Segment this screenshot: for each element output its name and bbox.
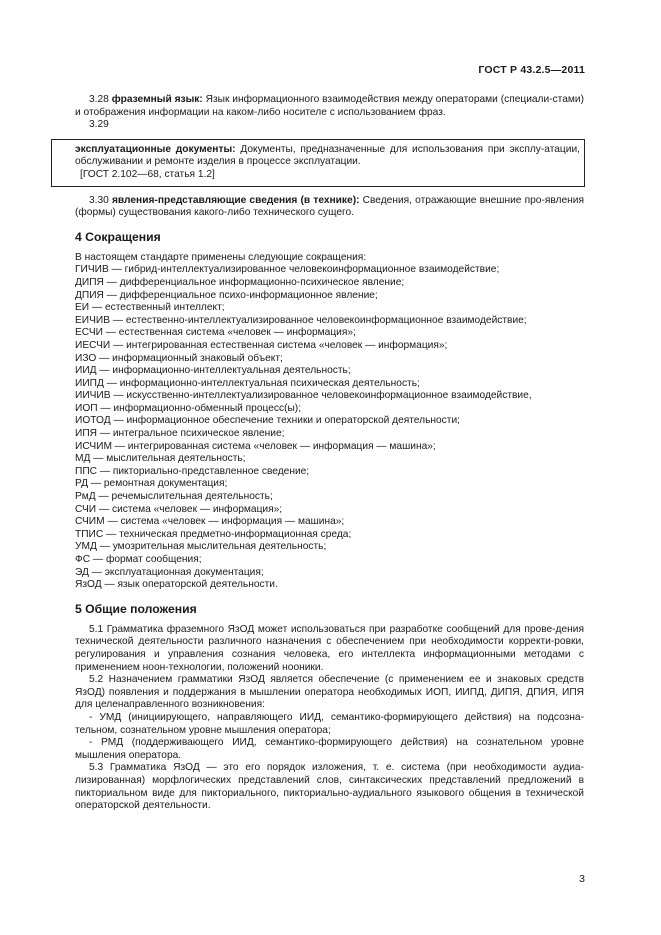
- section-4-title: 4 Сокращения: [75, 229, 161, 244]
- paragraph-5-2-item-1: - УМД (инициирующего, направляющего ИИД, семантико-формирующего действия) на подсозна-тельном, сознательном уровне мышления оператора;: [75, 711, 584, 736]
- definition-text: Сведения, отражающие внешние про-явления (формы) существования какого-либо технического сущего.: [75, 194, 584, 219]
- definition-3-30: [75, 195, 584, 220]
- abbreviation-list: [75, 252, 584, 592]
- list-item: ИИЧИВ — искусственно-интеллектуализированное человекоинформационное взаимодействие,: [75, 390, 532, 402]
- definition-source: [ГОСТ 2.102—68, статья 1.2]: [80, 168, 215, 180]
- paragraph-5-3: 5.3 Грамматика ЯзОД — это его порядок изложения, т. е. система (при необходимости аудиа-лизированная) морфлогических представлений слов, синтаксических представлений предложений в пикториальном виде для пикториального, пикториально-аудиального языкового общения в технической операторской деятельности.: [75, 762, 584, 812]
- quoted-definition-box: [51, 139, 585, 187]
- definition-number: 3.30: [89, 194, 109, 206]
- list-item: ИИПД — информационно-интеллектуальная психическая деятельность;: [75, 377, 420, 389]
- list-item: УМД — умозрительная мыслительная деятельность;: [75, 541, 327, 553]
- definition-term: эксплуатационные документы:: [75, 143, 236, 155]
- list-item: ЕСЧИ — естественная система «человек — информация»;: [75, 327, 356, 339]
- paragraph-5-2: 5.2 Назначением грамматики ЯзОД является обеспечение (с применением ее и знаковых средств ЯзОД) появления и поддержания в мышлении оператора необходимых ИОП, ИИПД, ДИПЯ, ДПИЯ, ИПЯ для целенаправленного возникновения:: [75, 674, 584, 711]
- quoted-definition: [75, 144, 580, 169]
- list-item: СЧИ — система «человек — информация»;: [75, 503, 283, 515]
- definition-number: 3.28: [89, 94, 109, 105]
- definition-text: Язык информационного взаимодействия между операторами (специали-стами) и отображения информации на каком-либо носителе с использованием фраз.: [75, 94, 584, 118]
- list-item: ЕИ — естественный интеллект;: [75, 302, 225, 314]
- list-item: ИЗО — информационный знаковый объект;: [75, 352, 283, 364]
- list-item: СЧИМ — система «человек — информация — машина»;: [75, 516, 345, 528]
- abbreviations-intro: В настоящем стандарте применены следующие сокращения:: [75, 251, 367, 263]
- standard-code: ГОСТ Р 43.2.5—2011: [478, 64, 585, 76]
- list-item: МД — мыслительная деятельность;: [75, 453, 246, 465]
- list-item: ГИЧИВ — гибрид-интеллектуализированное человекоинформационное взаимодействие;: [75, 264, 500, 276]
- paragraph-5-1: 5.1 Грамматика фраземного ЯзОД может использоваться при разработке сообщений для прове-дения технической деятельности различного назначения с обеспечением при необходимости корректи-ровки, регулирования и управления сознания человека, его интеллекта информационными методами с применением ноон-технологии, положений нооники.: [75, 623, 584, 673]
- definition-term: фраземный язык:: [111, 94, 203, 105]
- list-item: ИОП — информационно-обменный процесс(ы);: [75, 402, 302, 414]
- definition-term: явления-представляющие сведения (в технике):: [111, 194, 360, 206]
- list-item: РД — ремонтная документация;: [75, 478, 228, 490]
- list-item: ТПИС — техническая предметно-информационная среда;: [75, 528, 352, 540]
- list-item: ФС — формат сообщения;: [75, 554, 202, 565]
- definition-3-28: [75, 94, 584, 119]
- definition-3-29-number: 3.29: [89, 119, 109, 131]
- page-content: [75, 94, 584, 813]
- list-item: ИОТОД — информационное обеспечение техники и операторской деятельности;: [75, 415, 460, 427]
- list-item: ИСЧИМ — интегрированная система «человек — информация — машина»;: [75, 440, 436, 452]
- paragraph-5-2-item-2: - РМД (поддерживающего ИИД, семантико-формирующего действия) на сознательном уровне мышления оператора.: [75, 737, 584, 761]
- list-item: ППС — пикториально-представленное сведение;: [75, 465, 310, 477]
- list-item: ИПЯ — интегральное психическое явление;: [75, 428, 285, 440]
- list-item: ДПИЯ — дифференциальное психо-информационное явление;: [75, 289, 378, 301]
- section-5-title: 5 Общие положения: [75, 601, 197, 616]
- definition-text: Документы, предназначенные для использования при эксплу-атации, обслуживании и ремонте изделия в процессе эксплуатации.: [75, 143, 580, 168]
- list-item: ДИПЯ — дифференциальное информационно-психическое явление;: [75, 276, 405, 288]
- list-item: РмД — речемыслительная деятельность;: [75, 491, 273, 503]
- list-item: ЭД — эксплуатационная документация;: [75, 566, 264, 578]
- list-item: ЯзОД — язык операторской деятельности.: [75, 579, 278, 591]
- list-item: ИИД — информационно-интеллектуальная деятельность;: [75, 365, 351, 377]
- page-number: 3: [579, 873, 585, 885]
- list-item: ИЕСЧИ — интегрированная естественная система «человек — информация»;: [75, 339, 448, 351]
- list-item: ЕИЧИВ — естественно-интеллектуализированное человекоинформационное взаимодействие;: [75, 314, 527, 326]
